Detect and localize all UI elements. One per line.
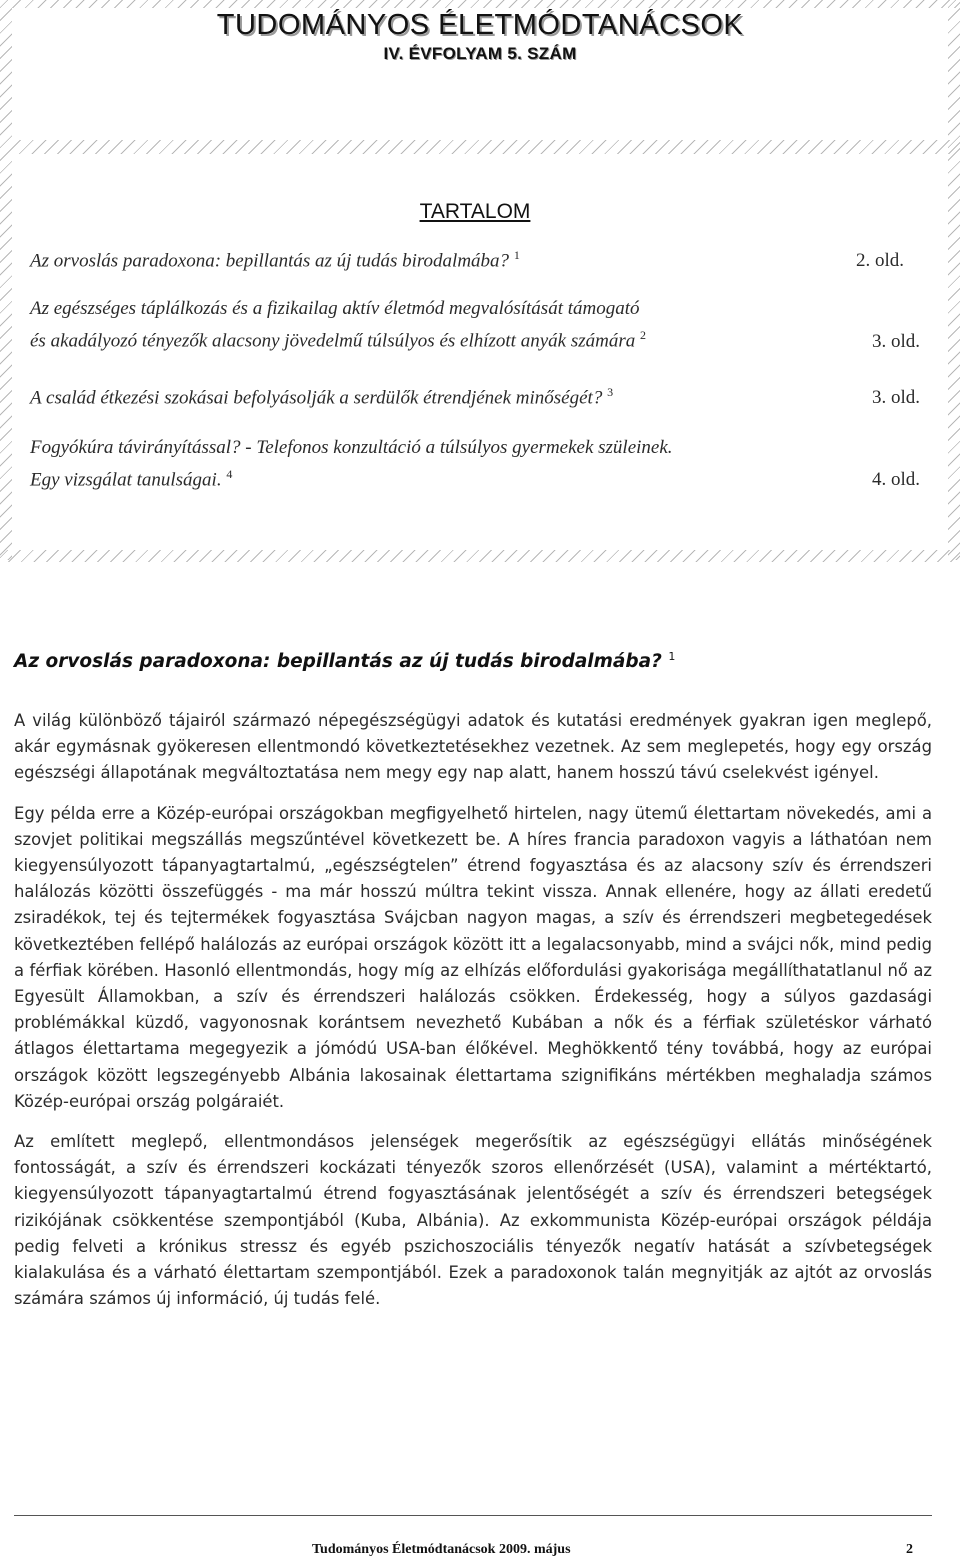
toc-entry-title-cont: és akadályozó tényezők alacsony jövedelmű túlsúlyos és elhízott anyák számára — [30, 330, 636, 352]
issue-number: IV. ÉVFOLYAM 5. SZÁM — [383, 44, 577, 63]
decorative-border-right — [948, 0, 960, 560]
toc-entry-footnote: 1 — [513, 248, 520, 262]
footer-page-number: 2 — [906, 1542, 913, 1557]
toc-entry-title: Az orvoslás paradoxona: bepillantás az új tudás birodalmába? — [30, 250, 510, 272]
article-paragraph: Egy példa erre a Közép-európai országokban megfigyelhető hirtelen, nagy ütemű élettartam növekedés, ami a szovjet politikai megszállás megszűntével következett be. A híres francia paradoxon vagyis a láthatóan nem kiegyensúlyozott tápanyagtartalmú, „egészségtelen” étrend fogyasztása és az alacsony szív és érrendszeri halálozás közötti összefüggés - ma már hosszú múltra tekint vissza. Annak ellenére, hogy az állati eredetű zsiradékok, tej és tejtermékek fogyasztása Svájcban nagyon magas, a szív és érrendszeri megbetegedések következtében fellépő halálozás az európai országok között itt a legalacsonyabb, mind a svájci nők, mind pedig a férfiak körében. Hasonló ellentmondás, hogy míg az elhízás előfordulási gyakorisága megállíthatatlanul nő az Egyesült Államokban, a szív és érrendszeri halálozás csökken. Érdekesség, hogy a súlyos gazdasági problémákkal küzdő, vagyonosnak korántsem nevezhető Kubában a nők és a férfiak születéskor várható átlagos élettartama megegyezik a jómódú USA-ban élőkével. Meghökkentő tény továbbá, hogy az európai országok között legszegényebb Albánia lakosainak élettartama szignifikáns mértékben meghaladja számos Közép-európai ország polgáraiét. — [14, 803, 932, 1111]
toc-entry-footnote: 4 — [226, 466, 233, 481]
article-body — [14, 708, 932, 1326]
footer-title: Tudományos Életmódtanácsok 2009. május — [312, 1542, 571, 1557]
decorative-border-left — [0, 0, 12, 560]
article-title-text: Az orvoslás paradoxona: bepillantás az új tudás birodalmába? — [14, 651, 662, 673]
toc-entry[interactable] — [30, 242, 920, 274]
decorative-border-band — [0, 140, 960, 154]
toc-entry[interactable] — [30, 379, 920, 411]
toc-entry-footnote: 3 — [607, 384, 614, 399]
toc-entry-title: Fogyókúra távirányítással? - Telefonos konzultáció a túlsúlyos gyermekek szüleinek. — [30, 436, 673, 458]
toc-entry[interactable] — [30, 296, 920, 354]
toc-entry-title: A család étkezési szokásai befolyásolják a serdülők étrendjének minőségét? — [30, 386, 603, 408]
article-title-footnote: 1 — [668, 650, 676, 663]
article-title — [14, 650, 675, 672]
masthead — [0, 8, 960, 64]
decorative-border-top — [0, 0, 960, 8]
toc-entry-page: 4. old. — [871, 469, 920, 491]
toc-entry-page: 3. old. — [871, 330, 920, 352]
toc-entry[interactable] — [30, 435, 920, 493]
toc-entry-footnote: 2 — [640, 328, 646, 343]
article-paragraph: A világ különböző tájairól származó népegészségügyi adatok és kutatási eredmények gyakran igen meglepő, akár egymásnak gyökeresen ellentmondó következtetésekhez vezetnek. Az sem meglepetés, hogy egy ország egészségi állapotának megváltoztatása nem megy egy nap alatt, hanem hosszú távú cselekvést igényel. — [14, 711, 932, 783]
table-of-contents — [30, 200, 920, 493]
toc-entry-page: 2. old. — [855, 250, 904, 272]
footer-divider — [14, 1515, 932, 1516]
article-paragraph: Az említett meglepő, ellentmondásos jelenségek megerősítik az egészségügyi ellátás minőségének fontosságát, a szív és érrendszeri kockázati tényezők szoros ellenőrzését (USA), valamint a mértéktartó, kiegyensúlyozott tápanyagtartalmú étrend fogyasztásának jelentőségét a szív és érrendszeri betegségek rizikójának csökkentése szempontjából (Kuba, Albánia). Az exkommunista Közép-európai országok példája pedig felveti a krónikus stressz és egyéb pszichoszociális tényezők negatív hatását a szívbetegségek kialakulása és a várható élettartam szempontjából. Ezek a paradoxonok talán megnyitják az ajtót az orvoslás számára számos új információ, új tudás felé. — [14, 1132, 932, 1309]
toc-entry-page: 3. old. — [871, 386, 920, 408]
toc-title: TARTALOM — [419, 200, 531, 223]
toc-entry-title-cont: Egy vizsgálat tanulságai. — [30, 469, 222, 491]
decorative-border-bottom — [0, 550, 960, 562]
masthead-title: TUDOMÁNYOS ÉLETMÓDTANÁCSOK — [216, 9, 744, 41]
toc-entry-title: Az egészséges táplálkozás és a fizikailag aktív életmód megvalósítását támogató — [30, 298, 640, 320]
